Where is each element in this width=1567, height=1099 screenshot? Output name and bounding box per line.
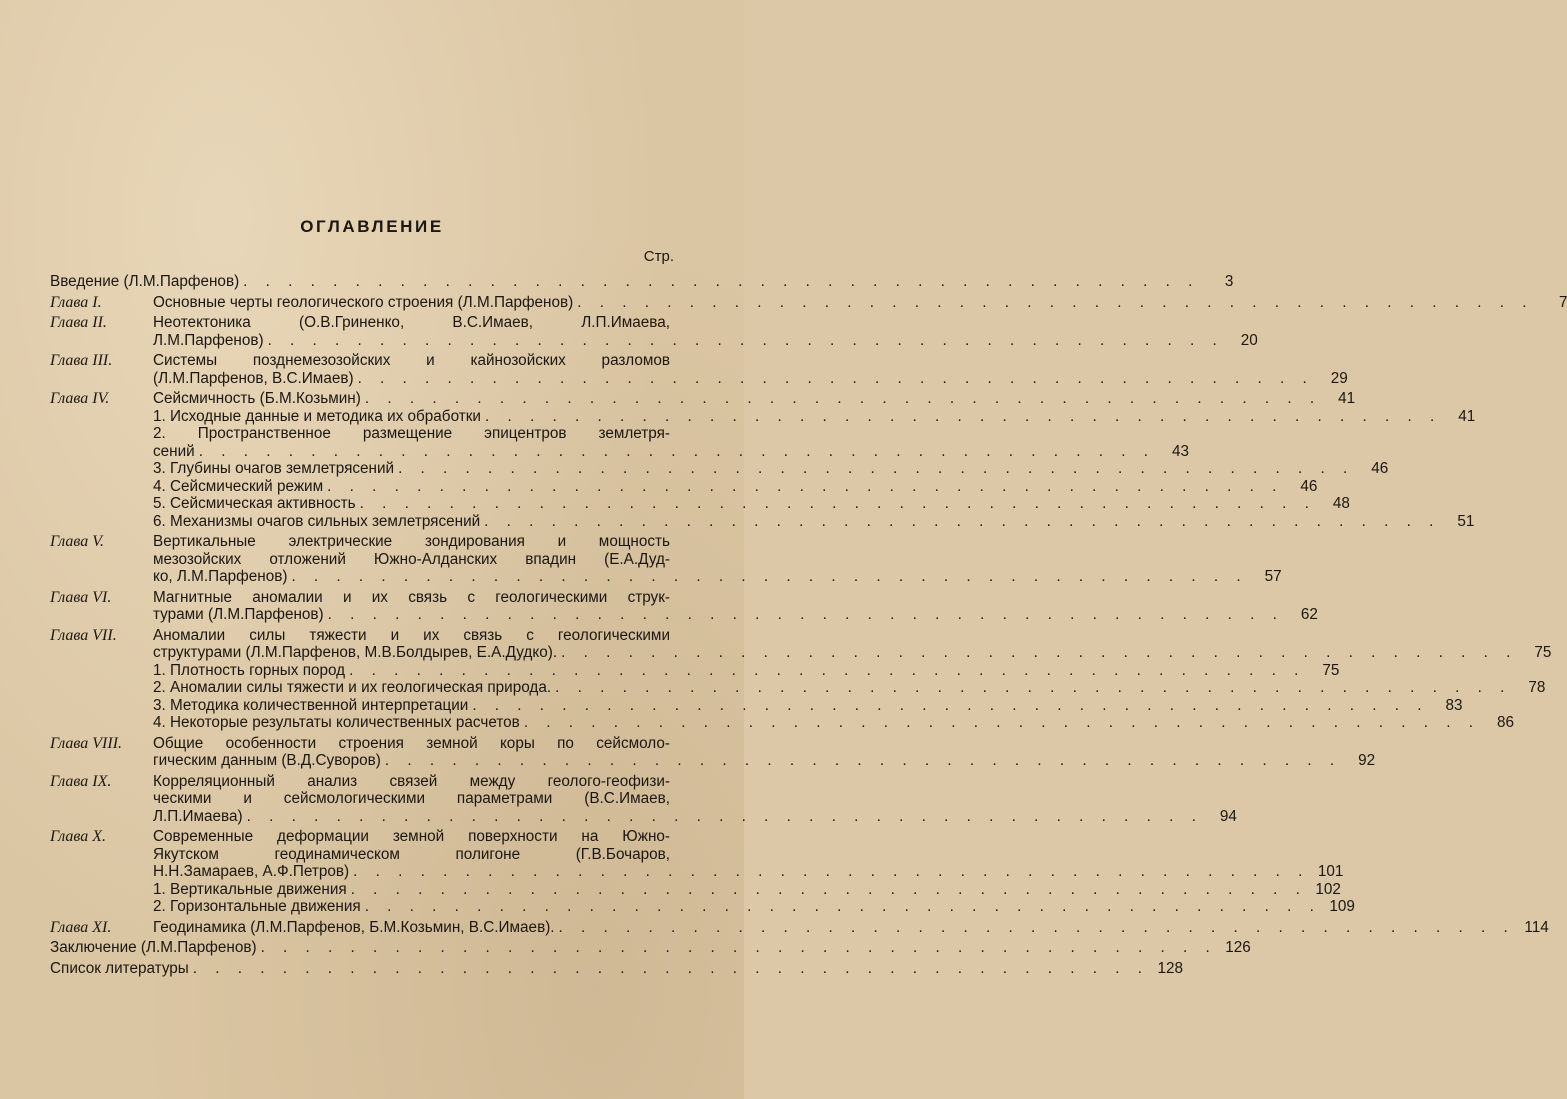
dot-leader: . . . . . . . . . . . . . . . . . . . . . . . . . . . . . . . . . . . . . . . . . . . (384, 752, 1342, 769)
page-number: 94 (1219, 807, 1237, 825)
page-number: 7 (1558, 293, 1567, 311)
chapter-label: Глава IV. (50, 390, 110, 407)
page-number: 83 (1445, 696, 1463, 714)
page-number: 51 (1457, 512, 1475, 530)
toc-entry (50, 425, 1189, 460)
page-number: 41 (1458, 407, 1476, 425)
toc-entry (50, 390, 1356, 408)
toc-entry (50, 828, 1344, 881)
dot-leader: . . . . . . . . . . . . . . . . . . . . . . . . . . . . . . . . . . . . . . . . . . . (523, 714, 1481, 731)
entry-title-line: 6. Механизмы очагов сильных землетрясений (153, 512, 481, 530)
chapter-label: Глава II. (50, 314, 107, 331)
entry-title-line: 2. Горизонтальные движения (153, 898, 361, 915)
chapter-label: Глава XI. (50, 918, 112, 936)
dot-leader: . . . . . . . . . . . . . . . . . . . . . . . . . . . . . . . . . . . . . . . . . . . (484, 407, 1442, 425)
entry-title-line: ческими и сейсмологическими параметрами (В.С.Имаев, (153, 790, 670, 807)
toc-entry (50, 533, 1282, 586)
entry-title-line: ко, Л.М.Парфенов) (153, 568, 288, 585)
entry-title-line: 4. Сейсмический режим (153, 477, 324, 495)
chapter-label: Глава V. (50, 533, 104, 550)
entry-title-line: Современные деформации земной поверхности на Южно- (153, 828, 670, 845)
entry-title-line: Л.П.Имаева) (153, 807, 243, 825)
dot-leader: . . . . . . . . . . . . . . . . . . . . . . . . . . . . . . . . . . . . . . . . . . . (555, 679, 1512, 696)
entry-title-line: Заключение (Л.М.Парфенов) (50, 939, 257, 956)
entry-title-line: Корреляционный анализ связей между геолого-геофизи- (153, 772, 670, 790)
entry-title-line: Якутском геодинамическом полигоне (Г.В.Бочаров, (153, 845, 670, 863)
toc-entry (50, 918, 1549, 937)
toc-entry (50, 661, 1340, 680)
entry-title-line: Геодинамика (Л.М.Парфенов, Б.М.Козьмин, В.С.Имаев). (153, 918, 555, 936)
entry-title-line: Аномалии силы тяжести и их связь с геологическими (153, 626, 670, 644)
page-number: 92 (1358, 752, 1376, 769)
entry-title-line: Вертикальные электрические зондирования и мощность (153, 533, 670, 550)
toc-entry (50, 495, 1350, 513)
dot-leader: . . . . . . . . . . . . . . . . . . . . . . . . . . . . . . . . . . . . . . . . . . . (349, 661, 1306, 679)
page-number: 29 (1330, 369, 1348, 387)
dot-leader: . . . . . . . . . . . . . . . . . . . . . . . . . . . . . . . . . . . . . . . . . . . (327, 477, 1284, 495)
page-number: 41 (1338, 390, 1356, 407)
toc-entry (50, 293, 1567, 312)
entry-title-line: сений (153, 442, 195, 460)
chapter-label: Глава III. (50, 352, 113, 369)
entry-title-line: 1. Вертикальные движения (153, 880, 347, 898)
entry-title-line: Н.Н.Замараев, А.Ф.Петров) (153, 863, 350, 880)
dot-leader: . . . . . . . . . . . . . . . . . . . . . . . . . . . . . . . . . . . . . . . . . . . (364, 390, 1322, 407)
page-number: 78 (1528, 679, 1546, 696)
entry-title-line: 1. Плотность горных пород (153, 661, 346, 679)
toc-entry (50, 939, 1251, 957)
toc-heading: ОГЛАВЛЕНИЕ (300, 217, 444, 236)
entry-title-line: Введение (Л.М.Парфенов) (50, 273, 240, 290)
page-number: 48 (1332, 495, 1350, 512)
chapter-label: Глава I. (50, 293, 102, 311)
entry-title-line: 2. Аномалии силы тяжести и их геологическая природа. (153, 679, 552, 696)
entry-title-line: турами (Л.М.Парфенов) (153, 606, 324, 623)
page-number: 62 (1300, 606, 1318, 623)
entry-title-line: Системы позднемезозойских и кайнозойских разломов (153, 352, 670, 369)
toc-entry (50, 626, 1552, 662)
toc-entry (50, 512, 1475, 531)
entry-title-line: 4. Некоторые результаты количественных расчетов (153, 714, 520, 731)
page-number: 46 (1371, 460, 1389, 477)
dot-leader: . . . . . . . . . . . . . . . . . . . . . . . . . . . . . . . . . . . . . . . . . . . (350, 880, 1307, 898)
entry-title-line: мезозойских отложений Южно-Алданских впадин (Е.А.Дуд- (153, 550, 670, 568)
dot-leader: . . . . . . . . . . . . . . . . . . . . . . . . . . . . . . . . . . . . . . . . . . . (561, 644, 1518, 661)
toc-entry (50, 714, 1515, 732)
page-number: 102 (1315, 880, 1341, 898)
toc-entry (50, 734, 1376, 770)
table-of-contents (50, 273, 1567, 977)
toc-entry (50, 679, 1546, 697)
entry-title-line: Неотектоника (О.В.Гриненко, В.С.Имаев, Л.П.Имаева, (153, 314, 670, 331)
entry-title-line: гическим данным (В.Д.Суворов) (153, 752, 381, 769)
toc-entry (50, 273, 1234, 291)
dot-leader: . . . . . . . . . . . . . . . . . . . . . . . . . . . . . . . . . . . . . . . . . . . (243, 273, 1200, 290)
page-number: 57 (1264, 568, 1282, 585)
entry-title-line: Общие особенности строения земной коры по сейсмоло- (153, 734, 670, 752)
dot-leader: . . . . . . . . . . . . . . . . . . . . . . . . . . . . . . . . . . . . . . . . . . . (353, 863, 1310, 880)
dot-leader: . . . . . . . . . . . . . . . . . . . . . . . . . . . . . . . . . . . . . . . . . . . (291, 568, 1248, 585)
toc-entry (50, 460, 1389, 478)
chapter-label: Глава IX. (50, 772, 112, 790)
dot-leader: . . . . . . . . . . . . . . . . . . . . . . . . . . . . . . . . . . . . . . . . . . . (359, 495, 1316, 512)
page-number: 75 (1322, 661, 1340, 679)
dot-leader: . . . . . . . . . . . . . . . . . . . . . . . . . . . . . . . . . . . . . . . . . . . (558, 918, 1515, 936)
page-number: 114 (1524, 918, 1549, 936)
entry-title-line: Основные черты геологического строения (Л.М.Парфенов) (153, 293, 574, 311)
dot-leader: . . . . . . . . . . . . . . . . . . . . . . . . . . . . . . . . . . . . . . . . . . . (398, 460, 1355, 477)
page-number: 43 (1171, 442, 1189, 460)
dot-leader: . . . . . . . . . . . . . . . . . . . . . . . . . . . . . . . . . . . . . . . . . . . (246, 807, 1203, 825)
entry-title-line: (Л.М.Парфенов, В.С.Имаев) (153, 369, 354, 387)
page-number: 46 (1300, 477, 1318, 495)
chapter-label: Глава VIII. (50, 734, 123, 752)
dot-leader: . . . . . . . . . . . . . . . . . . . . . . . . . . . . . . . . . . . . . . . . . . . (364, 898, 1321, 915)
entry-title-line: Список литературы (50, 959, 189, 977)
dot-leader: . . . . . . . . . . . . . . . . . . . . . . . . . . . . . . . . . . . . . . . . . . . (484, 512, 1441, 530)
toc-entry (50, 696, 1463, 715)
dot-leader: . . . . . . . . . . . . . . . . . . . . . . . . . . . . . . . . . . . . . . . . . . . (357, 369, 1314, 387)
dot-leader: . . . . . . . . . . . . . . . . . . . . . . . . . . . . . . . . . . . . . . . . . . . (198, 442, 1155, 460)
entry-title-line: 3. Методика количественной интерпретации (153, 696, 469, 714)
entry-title-line: 5. Сейсмическая активность (153, 495, 356, 512)
page-number: 75 (1534, 644, 1552, 661)
dot-leader: . . . . . . . . . . . . . . . . . . . . . . . . . . . . . . . . . . . . . . . . . . . (192, 959, 1150, 977)
toc-entry (50, 314, 1258, 349)
page-number: 101 (1317, 863, 1344, 880)
page-number: 126 (1225, 939, 1251, 956)
page-column-label: Стр. (643, 248, 674, 265)
dot-leader: . . . . . . . . . . . . . . . . . . . . . . . . . . . . . . . . . . . . . . . . . . . (260, 939, 1217, 956)
entry-title-line: 2. Пространственное размещение эпицентров землетря- (153, 425, 670, 442)
entry-title-line: Л.М.Парфенов) (153, 331, 264, 349)
entry-title-line: структурами (Л.М.Парфенов, М.В.Болдырев, Е.А.Дудко). (153, 644, 558, 661)
entry-title-line: 3. Глубины очагов землетрясений (153, 460, 395, 477)
chapter-label: Глава VII. (50, 626, 117, 644)
dot-leader: . . . . . . . . . . . . . . . . . . . . . . . . . . . . . . . . . . . . . . . . . . . (472, 696, 1429, 714)
toc-entry (50, 772, 1237, 826)
dot-leader: . . . . . . . . . . . . . . . . . . . . . . . . . . . . . . . . . . . . . . . . . . . (267, 331, 1224, 349)
dot-leader: . . . . . . . . . . . . . . . . . . . . . . . . . . . . . . . . . . . . . . . . . . . (327, 606, 1284, 623)
dot-leader: . . . . . . . . . . . . . . . . . . . . . . . . . . . . . . . . . . . . . . . . . . . (577, 293, 1534, 311)
chapter-label: Глава X. (50, 828, 107, 845)
toc-entry (50, 898, 1355, 916)
entry-title-line: Сейсмичность (Б.М.Козьмин) (153, 390, 361, 407)
page-number: 86 (1497, 714, 1515, 731)
toc-entry (50, 352, 1348, 387)
toc-entry (50, 407, 1476, 426)
toc-entry (50, 880, 1341, 899)
page-number: 3 (1224, 273, 1234, 290)
toc-entry (50, 477, 1318, 496)
page-number: 20 (1240, 331, 1258, 349)
page-number: 109 (1329, 898, 1355, 915)
page-number: 128 (1157, 959, 1184, 977)
toc-entry (50, 588, 1318, 624)
entry-title-line: 1. Исходные данные и методика их обработки (153, 407, 481, 425)
entry-title-line: Магнитные аномалии и их связь с геологическими струк- (153, 588, 670, 606)
chapter-label: Глава VI. (50, 588, 112, 606)
toc-entry (50, 959, 1184, 978)
